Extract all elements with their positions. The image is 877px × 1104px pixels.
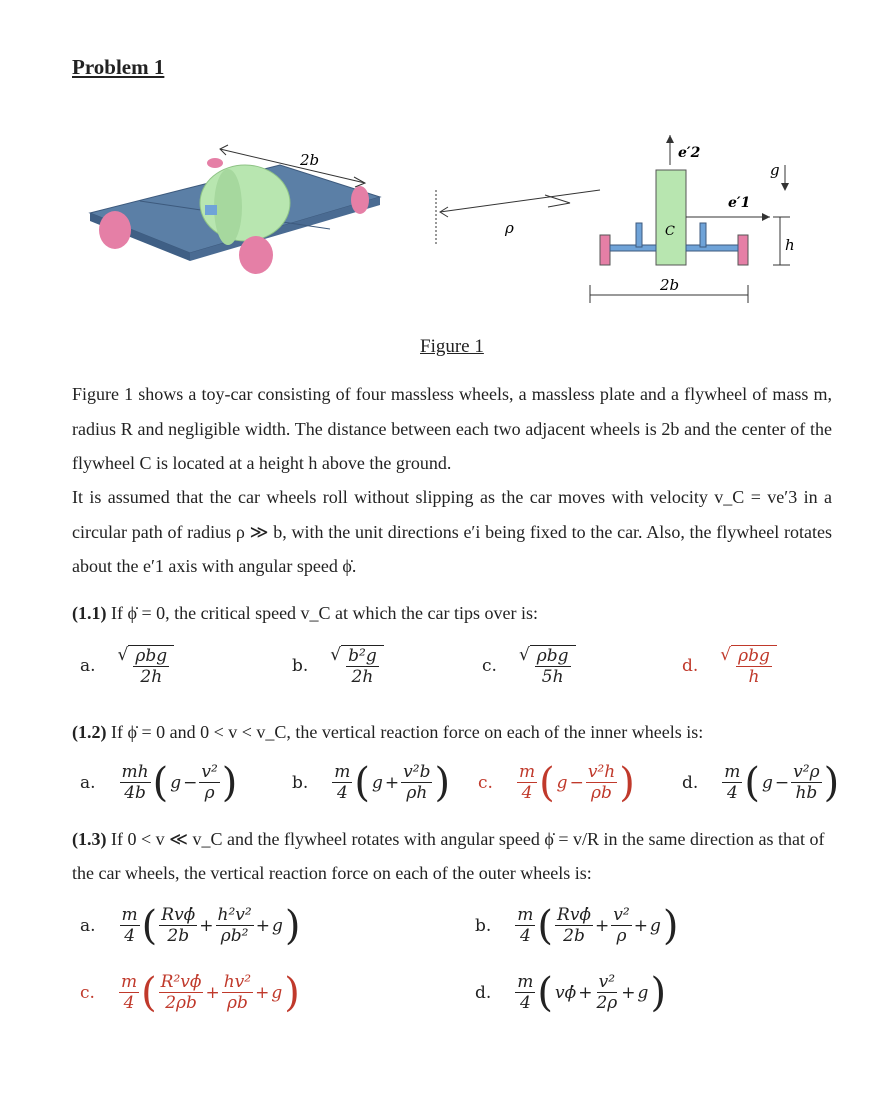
symbol-g: g xyxy=(271,982,283,1003)
square-root xyxy=(330,645,383,687)
option-letter: c. xyxy=(80,982,95,1003)
fraction-numerator: m xyxy=(517,905,534,925)
fraction-denominator: 2ρb xyxy=(165,993,197,1013)
label-e2: e′2 xyxy=(678,145,701,161)
fraction-denominator: 4 xyxy=(521,783,533,803)
fraction xyxy=(216,905,254,946)
option-1-2-b xyxy=(292,759,451,806)
fraction xyxy=(555,905,593,946)
question-1-2: (1.2) If ϕ̇ = 0 and 0 < v < v_C, the vertical reaction force on each of the inner wheels is: xyxy=(72,722,704,742)
left-paren: ( xyxy=(152,759,169,806)
fraction-denominator: 2h xyxy=(140,667,163,687)
fraction xyxy=(736,646,772,687)
radical-sign: √ xyxy=(518,645,530,665)
option-1-1-d xyxy=(682,645,777,687)
label-2b-right: 2b xyxy=(660,276,680,294)
operator: + xyxy=(205,982,220,1003)
option-letter: d. xyxy=(475,982,492,1003)
fraction xyxy=(401,762,432,803)
operator: + xyxy=(199,915,214,936)
label-h: h xyxy=(785,236,795,254)
right-paren: ) xyxy=(284,969,300,1016)
option-letter: a. xyxy=(80,772,96,793)
radicand xyxy=(128,645,174,687)
operator: + xyxy=(578,982,593,1003)
radical-sign: √ xyxy=(117,645,129,665)
option-1-3-b xyxy=(475,902,679,949)
symbol-g: g xyxy=(372,772,383,793)
option-letter: a. xyxy=(80,915,96,936)
fraction xyxy=(159,905,197,946)
fraction xyxy=(515,972,535,1013)
option-letter: c. xyxy=(478,772,493,793)
figure-caption: Figure 1 xyxy=(420,336,484,357)
radicand xyxy=(731,645,777,687)
fraction-numerator: v² xyxy=(613,905,630,925)
fraction-denominator: 4 xyxy=(519,993,531,1013)
option-1-3-a xyxy=(80,902,301,949)
symbol-g: g xyxy=(649,915,661,936)
fraction xyxy=(133,646,169,687)
fraction-numerator: hv² xyxy=(223,972,252,992)
fraction xyxy=(611,905,631,946)
fraction-numerator: m xyxy=(120,972,138,992)
option-letter: a. xyxy=(80,656,96,676)
option-letter: d. xyxy=(682,656,699,676)
option-letter: c. xyxy=(482,656,497,676)
fraction xyxy=(159,972,204,1013)
option-letter: b. xyxy=(292,772,309,793)
fraction-numerator: mh xyxy=(121,762,149,782)
operator: + xyxy=(633,915,648,936)
label-rho: ρ xyxy=(505,219,514,237)
fraction-numerator: v² xyxy=(201,762,218,782)
left-paren: ( xyxy=(354,759,371,806)
fraction xyxy=(199,762,219,803)
right-paren: ) xyxy=(662,902,679,949)
radical-sign: √ xyxy=(720,645,732,665)
fraction-denominator: 4 xyxy=(124,926,136,946)
fraction xyxy=(119,972,139,1013)
fraction xyxy=(346,646,379,687)
toy-car-3d xyxy=(90,145,380,274)
term: vϕ̇ xyxy=(555,982,577,1003)
symbol-g: g xyxy=(637,982,649,1003)
question-1-3: (1.3) If 0 < v ≪ v_C and the flywheel rotates with angular speed ϕ̇ = v/R in the same direction as that of the car wheels, the vertical reaction force on each of the outer wheels is: xyxy=(72,829,825,883)
operator: + xyxy=(384,772,400,793)
right-paren: ) xyxy=(434,759,451,806)
right-paren: ) xyxy=(284,902,301,949)
option-letter: b. xyxy=(475,915,492,936)
symbol-g: g xyxy=(556,772,568,793)
operator: − xyxy=(569,772,584,793)
radicand xyxy=(530,645,576,687)
option-1-3-d xyxy=(475,969,667,1016)
symbol-g: g xyxy=(170,772,182,793)
fraction-numerator: ρbg xyxy=(536,646,569,666)
fraction-denominator: 5h xyxy=(541,667,564,687)
left-paren: ( xyxy=(141,902,158,949)
operator: + xyxy=(255,915,270,936)
fraction-numerator: v²ρ xyxy=(793,762,820,782)
operator: + xyxy=(595,915,610,936)
fraction-denominator: 2ρ xyxy=(596,993,618,1013)
fraction-numerator: ρbg xyxy=(738,646,770,666)
option-letter: d. xyxy=(682,772,699,793)
fraction-denominator: h xyxy=(748,667,760,687)
operator: − xyxy=(774,772,790,793)
fraction-denominator: 2h xyxy=(351,667,374,687)
fraction-denominator: ρh xyxy=(406,783,428,803)
fraction-numerator: Rvϕ̇ xyxy=(557,905,592,925)
square-root xyxy=(720,645,777,687)
option-letter: b. xyxy=(292,656,309,676)
right-paren: ) xyxy=(650,969,667,1016)
fraction-numerator: m xyxy=(517,972,534,992)
intro-paragraph-1: Figure 1 shows a toy-car consisting of four massless wheels, a massless plate and a flywheel of mass m, radius R and negligible width. The distance between each two adjacent wheels is 2b and the center of the flywheel C is located at a height h above the ground. xyxy=(72,384,832,473)
fraction-numerator: v²b xyxy=(403,762,431,782)
left-paren: ( xyxy=(537,969,554,1016)
fraction-denominator: 4b xyxy=(124,783,146,803)
radicand xyxy=(341,645,384,687)
fraction xyxy=(120,762,151,803)
option-1-1-a xyxy=(80,645,174,687)
left-paren: ( xyxy=(141,969,157,1016)
fraction-denominator: 4 xyxy=(336,783,348,803)
fraction-numerator: h²v² xyxy=(217,905,252,925)
left-paren: ( xyxy=(539,759,555,806)
fraction-denominator: 4 xyxy=(726,783,738,803)
fraction xyxy=(791,762,821,803)
fraction xyxy=(594,972,619,1013)
fraction xyxy=(517,762,537,803)
left-paren: ( xyxy=(537,902,554,949)
fraction-numerator: m xyxy=(121,905,138,925)
right-paren: ) xyxy=(823,759,840,806)
fraction-numerator: m xyxy=(518,762,536,782)
fraction-denominator: ρb xyxy=(226,993,248,1013)
fraction-denominator: hb xyxy=(795,783,818,803)
figure-1 xyxy=(80,135,840,320)
fraction xyxy=(722,762,742,803)
fraction-numerator: Rvϕ̇ xyxy=(161,905,196,925)
left-paren: ( xyxy=(744,759,761,806)
problem-title: Problem 1 xyxy=(72,55,165,79)
right-paren: ) xyxy=(221,759,238,806)
fraction-denominator: 4 xyxy=(123,993,135,1013)
square-root xyxy=(519,645,576,687)
fraction-denominator: ρ xyxy=(616,926,627,946)
fraction-denominator: 2b xyxy=(563,926,585,946)
label-C: C xyxy=(665,224,675,239)
option-1-1-c xyxy=(482,645,576,687)
fraction xyxy=(222,972,253,1013)
operator: + xyxy=(621,982,636,1003)
fraction-numerator: m xyxy=(334,762,351,782)
symbol-g: g xyxy=(271,915,283,936)
operator: − xyxy=(183,772,198,793)
option-1-2-a xyxy=(80,759,238,806)
toy-car-front-view xyxy=(590,135,795,303)
fraction-denominator: ρb xyxy=(591,783,612,803)
fraction xyxy=(515,905,535,946)
right-paren: ) xyxy=(619,759,635,806)
fraction-numerator: ρbg xyxy=(135,646,168,666)
label-e1: e′1 xyxy=(728,195,751,211)
fraction xyxy=(586,762,617,803)
fraction-denominator: ρ xyxy=(204,783,215,803)
operator: + xyxy=(255,982,270,1003)
square-root xyxy=(118,645,175,687)
option-1-2-c xyxy=(478,759,635,806)
radical-sign: √ xyxy=(330,645,342,665)
fraction-denominator: 4 xyxy=(519,926,531,946)
option-1-3-c xyxy=(80,969,300,1016)
fraction xyxy=(535,646,571,687)
rho-indicator xyxy=(436,190,600,245)
fraction-numerator: m xyxy=(724,762,741,782)
fraction-numerator: b²g xyxy=(348,646,377,666)
question-1-1: (1.1) If ϕ̇ = 0, the critical speed v_C at which the car tips over is: xyxy=(72,603,538,623)
fraction xyxy=(120,905,140,946)
fraction-numerator: v² xyxy=(598,972,616,992)
option-1-1-b xyxy=(292,645,384,687)
intro-paragraph-2: It is assumed that the car wheels roll without slipping as the car moves with velocity v_C = ve′3 in a circular path of radius ρ ≫ b, with the unit directions e′i being fixed to the car. Also, the flywheel rotates about the e′1 axis with angular speed ϕ̇. xyxy=(72,487,832,576)
label-g: g xyxy=(770,161,780,179)
fraction-numerator: R²vϕ̇ xyxy=(160,972,202,992)
label-2b-left: 2b xyxy=(300,151,320,169)
fraction-denominator: ρb² xyxy=(220,926,249,946)
symbol-g: g xyxy=(762,772,773,793)
option-1-2-d xyxy=(682,759,840,806)
fraction xyxy=(332,762,352,803)
fraction-numerator: v²h xyxy=(587,762,616,782)
fraction-denominator: 2b xyxy=(167,926,190,946)
